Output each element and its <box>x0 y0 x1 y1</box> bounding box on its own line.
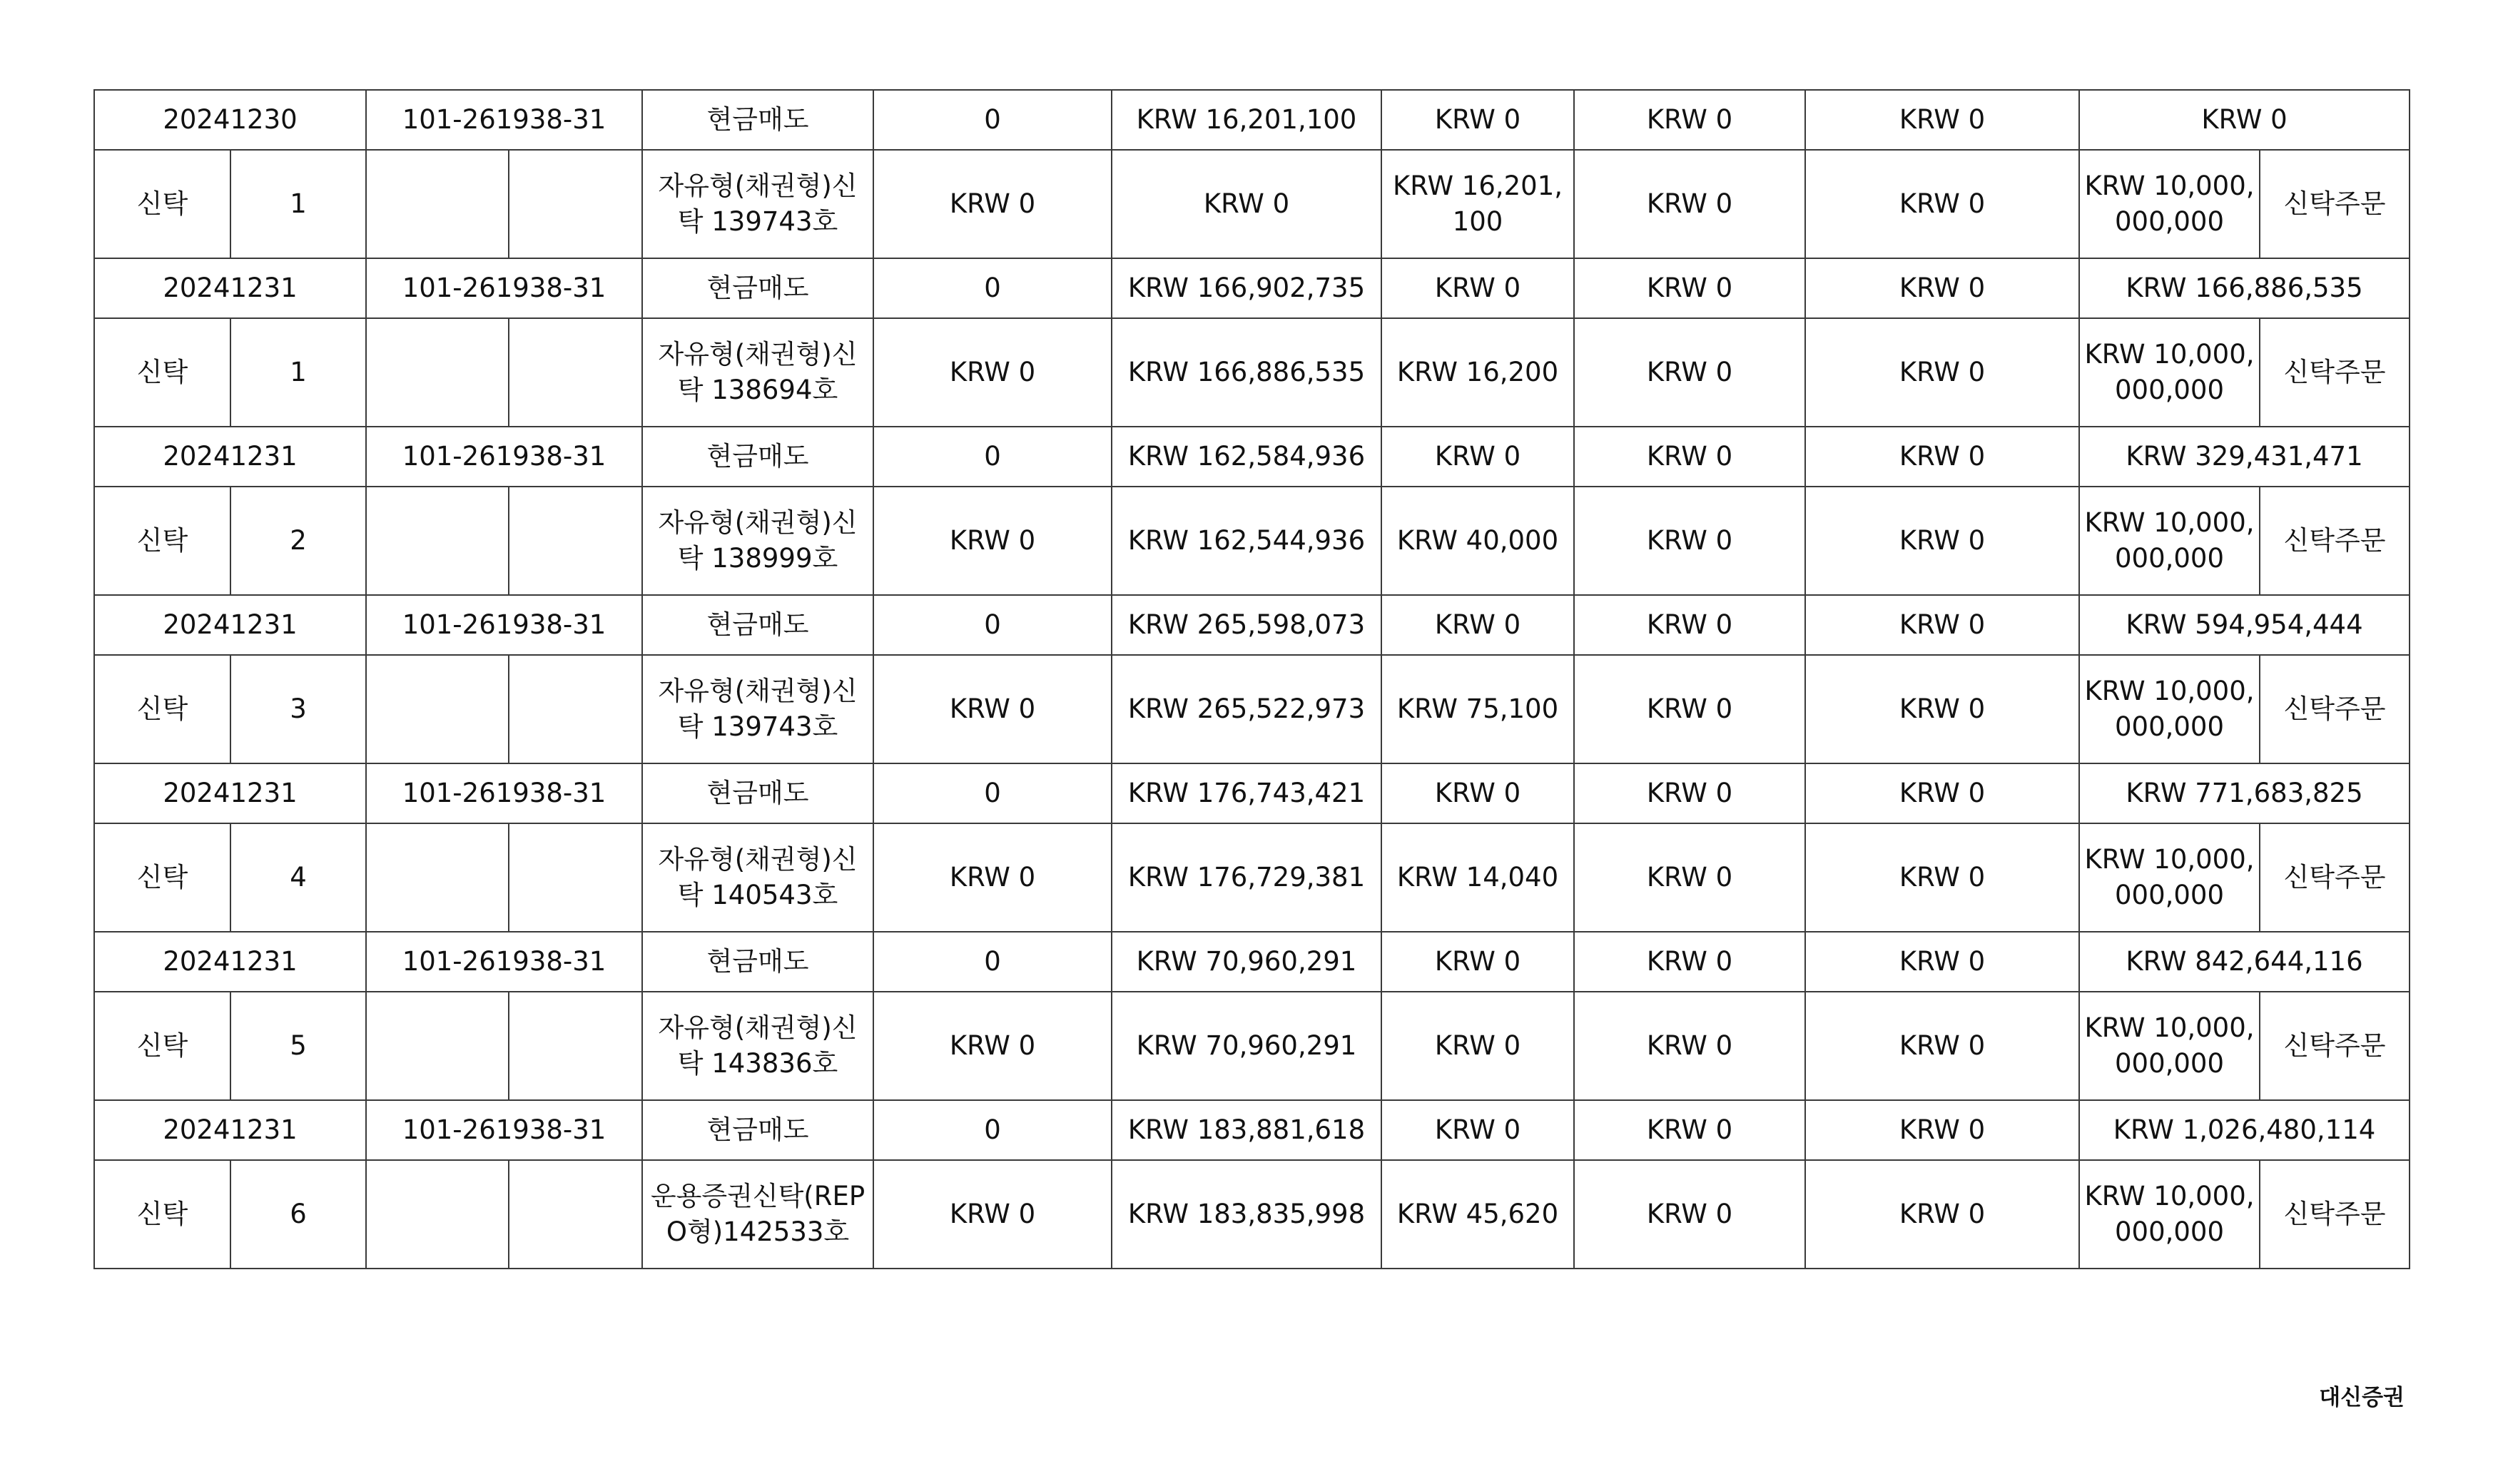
blank-cell-2 <box>509 1160 642 1269</box>
order-type-cell: 신탁주문 <box>2260 318 2410 427</box>
fee-cell: KRW 0 <box>1381 1100 1574 1160</box>
quantity-cell: 0 <box>873 932 1112 992</box>
balance-cell: KRW 771,683,825 <box>2079 763 2410 823</box>
detail-row <box>94 1160 2410 1269</box>
account-number-cell: 101-261938-31 <box>366 258 642 318</box>
fee-cell: KRW 0 <box>1381 427 1574 487</box>
amount-cell: KRW 162,584,936 <box>1112 427 1381 487</box>
tax-cell-1: KRW 0 <box>1574 1100 1805 1160</box>
value-cell-3: KRW 40,000 <box>1381 487 1574 595</box>
value-cell-4: KRW 0 <box>1574 992 1805 1100</box>
transaction-type-cell: 현금매도 <box>642 427 873 487</box>
value-cell-4: KRW 0 <box>1574 318 1805 427</box>
balance-cell: KRW 594,954,444 <box>2079 595 2410 655</box>
limit-amount-cell: KRW 10,000,000,000 <box>2079 655 2260 763</box>
value-cell-5: KRW 0 <box>1805 150 2079 258</box>
quantity-cell: 0 <box>873 595 1112 655</box>
trade-date-cell: 20241231 <box>94 595 366 655</box>
value-cell-3: KRW 14,040 <box>1381 823 1574 932</box>
blank-cell-1 <box>366 823 509 932</box>
quantity-cell: 0 <box>873 258 1112 318</box>
blank-cell-1 <box>366 1160 509 1269</box>
sequence-cell: 1 <box>230 150 366 258</box>
quantity-cell: 0 <box>873 427 1112 487</box>
trade-date-cell: 20241230 <box>94 90 366 150</box>
limit-amount-cell: KRW 10,000,000,000 <box>2079 318 2260 427</box>
product-name-cell: 자유형(채권형)신탁 138694호 <box>642 318 873 427</box>
sequence-cell: 4 <box>230 823 366 932</box>
value-cell-5: KRW 0 <box>1805 992 2079 1100</box>
value-cell-1: KRW 0 <box>873 487 1112 595</box>
footer-brand: 대신증권 <box>2319 1385 2405 1411</box>
trade-date-cell: 20241231 <box>94 1100 366 1160</box>
detail-row <box>94 318 2410 427</box>
amount-cell: KRW 183,881,618 <box>1112 1100 1381 1160</box>
value-cell-3: KRW 0 <box>1381 992 1574 1100</box>
account-number-cell: 101-261938-31 <box>366 90 642 150</box>
transaction-type-cell: 현금매도 <box>642 595 873 655</box>
value-cell-1: KRW 0 <box>873 655 1112 763</box>
value-cell-1: KRW 0 <box>873 318 1112 427</box>
trade-date-cell: 20241231 <box>94 258 366 318</box>
trade-date-cell: 20241231 <box>94 763 366 823</box>
value-cell-5: KRW 0 <box>1805 1160 2079 1269</box>
blank-cell-1 <box>366 655 509 763</box>
product-name-cell: 자유형(채권형)신탁 138999호 <box>642 487 873 595</box>
value-cell-3: KRW 75,100 <box>1381 655 1574 763</box>
product-name-cell: 자유형(채권형)신탁 139743호 <box>642 150 873 258</box>
sequence-cell: 3 <box>230 655 366 763</box>
blank-cell-2 <box>509 992 642 1100</box>
product-name-cell: 운용증권신탁(REPO형)142533호 <box>642 1160 873 1269</box>
value-cell-3: KRW 16,201,100 <box>1381 150 1574 258</box>
transaction-type-cell: 현금매도 <box>642 1100 873 1160</box>
value-cell-2: KRW 265,522,973 <box>1112 655 1381 763</box>
blank-cell-2 <box>509 318 642 427</box>
detail-row <box>94 823 2410 932</box>
account-number-cell: 101-261938-31 <box>366 595 642 655</box>
limit-amount-cell: KRW 10,000,000,000 <box>2079 992 2260 1100</box>
blank-cell-1 <box>366 487 509 595</box>
limit-amount-cell: KRW 10,000,000,000 <box>2079 487 2260 595</box>
value-cell-2: KRW 176,729,381 <box>1112 823 1381 932</box>
blank-cell-1 <box>366 318 509 427</box>
table-body <box>94 90 2410 1269</box>
limit-amount-cell: KRW 10,000,000,000 <box>2079 150 2260 258</box>
transaction-type-cell: 현금매도 <box>642 258 873 318</box>
product-name-cell: 자유형(채권형)신탁 139743호 <box>642 655 873 763</box>
balance-cell: KRW 1,026,480,114 <box>2079 1100 2410 1160</box>
category-cell: 신탁 <box>94 992 230 1100</box>
tax-cell-2: KRW 0 <box>1805 258 2079 318</box>
transaction-row <box>94 90 2410 150</box>
category-cell: 신탁 <box>94 823 230 932</box>
order-type-cell: 신탁주문 <box>2260 992 2410 1100</box>
category-cell: 신탁 <box>94 150 230 258</box>
account-number-cell: 101-261938-31 <box>366 932 642 992</box>
trade-date-cell: 20241231 <box>94 427 366 487</box>
transaction-type-cell: 현금매도 <box>642 932 873 992</box>
tax-cell-2: KRW 0 <box>1805 1100 2079 1160</box>
order-type-cell: 신탁주문 <box>2260 655 2410 763</box>
order-type-cell: 신탁주문 <box>2260 823 2410 932</box>
trade-date-cell: 20241231 <box>94 932 366 992</box>
amount-cell: KRW 70,960,291 <box>1112 932 1381 992</box>
tax-cell-2: KRW 0 <box>1805 90 2079 150</box>
value-cell-5: KRW 0 <box>1805 823 2079 932</box>
amount-cell: KRW 265,598,073 <box>1112 595 1381 655</box>
value-cell-2: KRW 0 <box>1112 150 1381 258</box>
value-cell-2: KRW 162,544,936 <box>1112 487 1381 595</box>
transaction-row <box>94 258 2410 318</box>
transaction-row <box>94 932 2410 992</box>
tax-cell-1: KRW 0 <box>1574 932 1805 992</box>
blank-cell-1 <box>366 150 509 258</box>
transaction-type-cell: 현금매도 <box>642 763 873 823</box>
value-cell-4: KRW 0 <box>1574 655 1805 763</box>
account-number-cell: 101-261938-31 <box>366 763 642 823</box>
transaction-row <box>94 427 2410 487</box>
quantity-cell: 0 <box>873 1100 1112 1160</box>
sequence-cell: 6 <box>230 1160 366 1269</box>
sequence-cell: 1 <box>230 318 366 427</box>
blank-cell-2 <box>509 655 642 763</box>
tax-cell-1: KRW 0 <box>1574 595 1805 655</box>
order-type-cell: 신탁주문 <box>2260 150 2410 258</box>
transaction-row <box>94 595 2410 655</box>
tax-cell-2: KRW 0 <box>1805 932 2079 992</box>
value-cell-1: KRW 0 <box>873 992 1112 1100</box>
tax-cell-1: KRW 0 <box>1574 763 1805 823</box>
value-cell-1: KRW 0 <box>873 823 1112 932</box>
order-type-cell: 신탁주문 <box>2260 1160 2410 1269</box>
blank-cell-2 <box>509 487 642 595</box>
fee-cell: KRW 0 <box>1381 595 1574 655</box>
tax-cell-2: KRW 0 <box>1805 427 2079 487</box>
blank-cell-1 <box>366 992 509 1100</box>
value-cell-5: KRW 0 <box>1805 318 2079 427</box>
limit-amount-cell: KRW 10,000,000,000 <box>2079 1160 2260 1269</box>
transaction-row <box>94 1100 2410 1160</box>
value-cell-1: KRW 0 <box>873 150 1112 258</box>
balance-cell: KRW 166,886,535 <box>2079 258 2410 318</box>
sequence-cell: 5 <box>230 992 366 1100</box>
balance-cell: KRW 842,644,116 <box>2079 932 2410 992</box>
value-cell-3: KRW 45,620 <box>1381 1160 1574 1269</box>
blank-cell-2 <box>509 823 642 932</box>
value-cell-4: KRW 0 <box>1574 823 1805 932</box>
sequence-cell: 2 <box>230 487 366 595</box>
category-cell: 신탁 <box>94 487 230 595</box>
product-name-cell: 자유형(채권형)신탁 143836호 <box>642 992 873 1100</box>
detail-row <box>94 150 2410 258</box>
balance-cell: KRW 0 <box>2079 90 2410 150</box>
account-number-cell: 101-261938-31 <box>366 427 642 487</box>
amount-cell: KRW 16,201,100 <box>1112 90 1381 150</box>
tax-cell-2: KRW 0 <box>1805 763 2079 823</box>
account-number-cell: 101-261938-31 <box>366 1100 642 1160</box>
amount-cell: KRW 176,743,421 <box>1112 763 1381 823</box>
tax-cell-1: KRW 0 <box>1574 427 1805 487</box>
tax-cell-2: KRW 0 <box>1805 595 2079 655</box>
value-cell-3: KRW 16,200 <box>1381 318 1574 427</box>
blank-cell-2 <box>509 150 642 258</box>
balance-cell: KRW 329,431,471 <box>2079 427 2410 487</box>
quantity-cell: 0 <box>873 763 1112 823</box>
quantity-cell: 0 <box>873 90 1112 150</box>
limit-amount-cell: KRW 10,000,000,000 <box>2079 823 2260 932</box>
amount-cell: KRW 166,902,735 <box>1112 258 1381 318</box>
tax-cell-1: KRW 0 <box>1574 258 1805 318</box>
category-cell: 신탁 <box>94 1160 230 1269</box>
value-cell-4: KRW 0 <box>1574 1160 1805 1269</box>
value-cell-5: KRW 0 <box>1805 487 2079 595</box>
transaction-row <box>94 763 2410 823</box>
detail-row <box>94 655 2410 763</box>
detail-row <box>94 487 2410 595</box>
value-cell-2: KRW 70,960,291 <box>1112 992 1381 1100</box>
category-cell: 신탁 <box>94 655 230 763</box>
detail-row <box>94 992 2410 1100</box>
value-cell-5: KRW 0 <box>1805 655 2079 763</box>
fee-cell: KRW 0 <box>1381 258 1574 318</box>
value-cell-1: KRW 0 <box>873 1160 1112 1269</box>
tax-cell-1: KRW 0 <box>1574 90 1805 150</box>
fee-cell: KRW 0 <box>1381 763 1574 823</box>
fee-cell: KRW 0 <box>1381 90 1574 150</box>
transaction-type-cell: 현금매도 <box>642 90 873 150</box>
value-cell-4: KRW 0 <box>1574 150 1805 258</box>
product-name-cell: 자유형(채권형)신탁 140543호 <box>642 823 873 932</box>
value-cell-2: KRW 183,835,998 <box>1112 1160 1381 1269</box>
fee-cell: KRW 0 <box>1381 932 1574 992</box>
value-cell-2: KRW 166,886,535 <box>1112 318 1381 427</box>
transaction-table <box>93 89 2410 1269</box>
order-type-cell: 신탁주문 <box>2260 487 2410 595</box>
value-cell-4: KRW 0 <box>1574 487 1805 595</box>
category-cell: 신탁 <box>94 318 230 427</box>
